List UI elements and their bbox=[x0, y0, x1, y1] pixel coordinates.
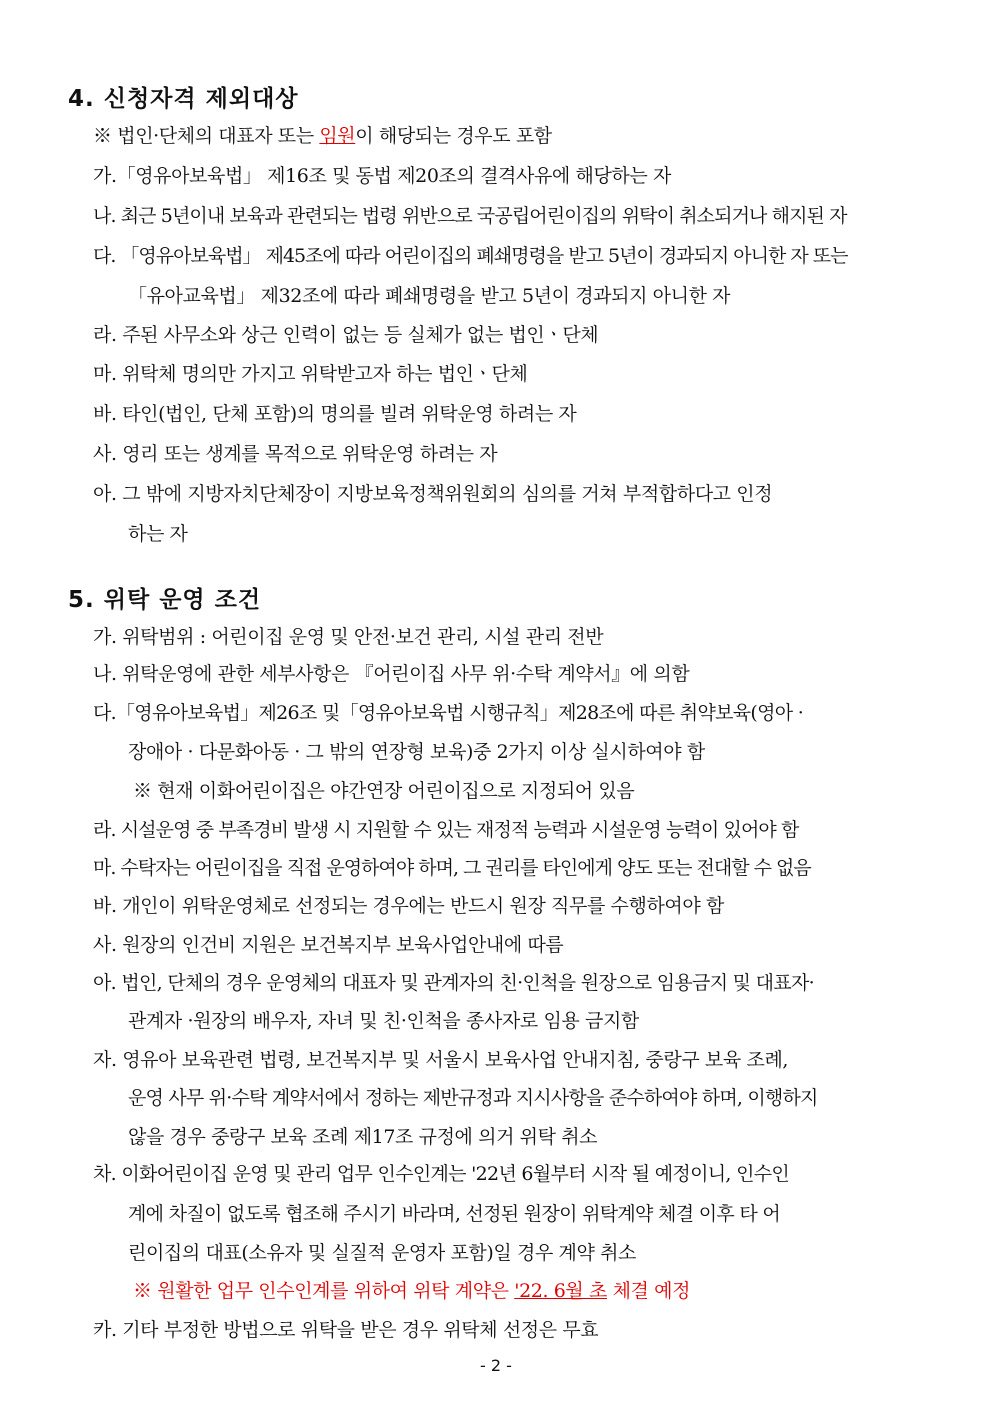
list-item: 마. 위탁체 명의만 가지고 위탁받고자 하는 법인ㆍ단체 bbox=[93, 363, 528, 385]
list-item-continuation: 운영 사무 위·수탁 계약서에서 정하는 제반규정과 지시사항을 준수하여야 하며, 이행하지 bbox=[128, 1087, 818, 1109]
red-note bbox=[133, 1276, 690, 1303]
red-note-text: 체결 예정 bbox=[606, 1280, 691, 1302]
list-item: 바. 개인이 위탁운영체로 선정되는 경우에는 반드시 원장 직무를 수행하여야 함 bbox=[93, 895, 724, 917]
list-item: 사. 원장의 인건비 지원은 보건복지부 보육사업안내에 따름 bbox=[93, 934, 564, 956]
list-item: 다.「영유아보육법」제26조 및「영유아보육법 시행규칙」제28조에 따른 취약보육(영아 · bbox=[93, 702, 804, 724]
list-item: 나. 최근 5년이내 보육과 관련되는 법령 위반으로 국공립어린이집의 위탁이 취소되거나 해지된 자 bbox=[93, 205, 847, 227]
list-item-continuation: 않을 경우 중랑구 보육 조례 제17조 규정에 의거 위탁 취소 bbox=[128, 1126, 598, 1148]
list-item: 자. 영유아 보육관련 법령, 보건복지부 및 서울시 보육사업 안내지침, 중랑구 보육 조례, bbox=[93, 1049, 789, 1071]
list-item-continuation: 「유아교육법」 제32조에 따라 폐쇄명령을 받고 5년이 경과되지 아니한 자 bbox=[128, 285, 731, 307]
list-item-continuation: 관계자 ·원장의 배우자, 자녀 및 친·인척을 종사자로 임용 금지함 bbox=[128, 1010, 639, 1032]
list-item-continuation: 하는 자 bbox=[128, 523, 188, 545]
list-item: 나. 위탁운영에 관한 세부사항은 『어린이집 사무 위·수탁 계약서』에 의함 bbox=[93, 663, 690, 685]
section-4-note bbox=[93, 121, 552, 148]
list-item-continuation: 장애아 · 다문화아동 · 그 밖의 연장형 보육)중 2가지 이상 실시하여야 함 bbox=[128, 741, 705, 763]
note-line: ※ 현재 이화어린이집은 야간연장 어린이집으로 지정되어 있음 bbox=[133, 780, 635, 802]
list-item-continuation: 계에 차질이 없도록 협조해 주시기 바라며, 선정된 원장이 위탁계약 체결 이후 타 어 bbox=[128, 1203, 780, 1225]
note-text: 이 해당되는 경우도 포함 bbox=[355, 125, 552, 147]
list-item-continuation: 린이집의 대표(소유자 및 실질적 운영자 포함)일 경우 계약 취소 bbox=[128, 1242, 636, 1264]
list-item: 차. 이화어린이집 운영 및 관리 업무 인수인계는 '22년 6월부터 시작 될 예정이니, 인수인 bbox=[93, 1163, 790, 1185]
section-4-heading: 4. 신청자격 제외대상 bbox=[68, 86, 299, 112]
list-item: 카. 기타 부정한 방법으로 위탁을 받은 경우 위탁체 선정은 무효 bbox=[93, 1319, 599, 1341]
list-item: 사. 영리 또는 생계를 목적으로 위탁운영 하려는 자 bbox=[93, 443, 498, 465]
red-note-text: ※ 원활한 업무 인수인계를 위하여 위탁 계약은 bbox=[133, 1280, 515, 1302]
list-item: 바. 타인(법인, 단체 포함)의 명의를 빌려 위탁운영 하려는 자 bbox=[93, 403, 577, 425]
list-item: 아. 그 밖에 지방자치단체장이 지방보육정책위원회의 심의를 거쳐 부적합하다고 인정 bbox=[93, 483, 773, 505]
list-item: 마. 수탁자는 어린이집을 직접 운영하여야 하며, 그 권리를 타인에게 양도 또는 전대할 수 없음 bbox=[93, 857, 811, 879]
list-item: 가.「영유아보육법」 제16조 및 동법 제20조의 결격사유에 해당하는 자 bbox=[93, 165, 671, 187]
note-text: ※ 법인·단체의 대표자 또는 bbox=[93, 125, 320, 147]
page-number: - 2 - bbox=[480, 1356, 512, 1375]
note-highlight: 임원 bbox=[319, 125, 356, 147]
section-5-heading: 5. 위탁 운영 조건 bbox=[68, 587, 262, 613]
list-item: 라. 시설운영 중 부족경비 발생 시 지원할 수 있는 재정적 능력과 시설운영 능력이 있어야 함 bbox=[93, 819, 799, 841]
list-item: 아. 법인, 단체의 경우 운영체의 대표자 및 관계자의 친·인척을 원장으로 임용금지 및 대표자· bbox=[93, 972, 814, 994]
list-item: 다. 「영유아보육법」 제45조에 따라 어린이집의 폐쇄명령을 받고 5년이 경과되지 아니한 자 또는 bbox=[93, 245, 848, 267]
list-item: 가. 위탁범위 : 어린이집 운영 및 안전·보건 관리, 시설 관리 전반 bbox=[93, 626, 604, 648]
red-note-date: '22. 6월 초 bbox=[514, 1280, 607, 1302]
list-item: 라. 주된 사무소와 상근 인력이 없는 등 실체가 없는 법인ㆍ단체 bbox=[93, 324, 599, 346]
